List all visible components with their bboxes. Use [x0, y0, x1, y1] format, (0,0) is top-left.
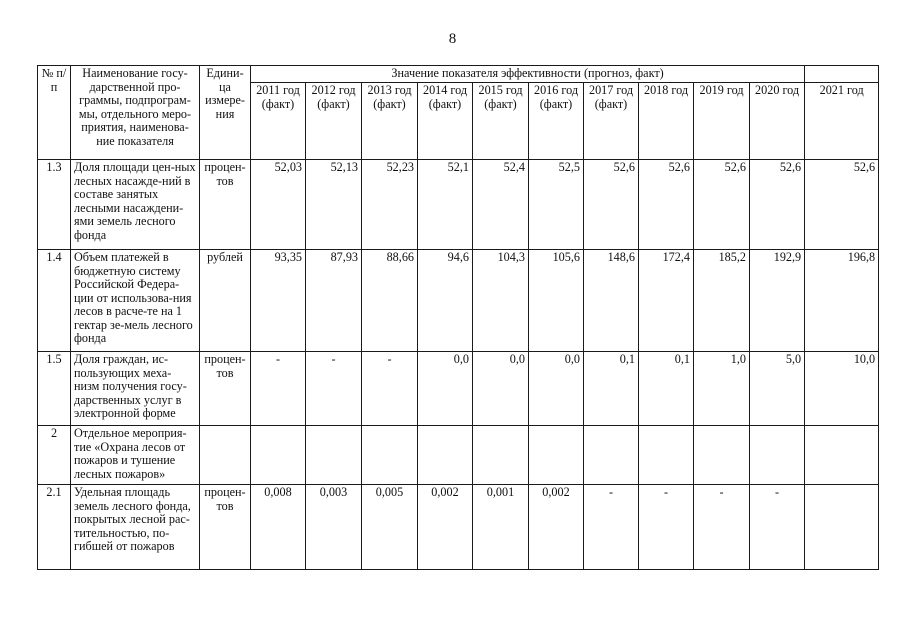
row-value: 0,001 — [473, 485, 529, 570]
indicators-table — [37, 65, 879, 570]
table-row — [38, 485, 879, 570]
header-row — [38, 66, 879, 83]
row-value: 0,0 — [473, 352, 529, 426]
row-value: 0,003 — [306, 485, 362, 570]
row-value — [306, 426, 362, 485]
row-value — [694, 426, 750, 485]
row-value: 0,1 — [639, 352, 694, 426]
row-unit: процен-тов — [200, 352, 251, 426]
row-value: 52,5 — [529, 160, 584, 250]
page-number: 8 — [448, 31, 457, 47]
row-value — [639, 426, 694, 485]
header-num: № п/п — [38, 66, 71, 160]
row-value: 196,8 — [805, 250, 879, 352]
row-value: 185,2 — [694, 250, 750, 352]
header-year-2015: 2015 год (факт) — [473, 83, 529, 160]
row-num: 1.3 — [38, 160, 71, 250]
row-value: 0,002 — [529, 485, 584, 570]
row-value: 52,6 — [584, 160, 639, 250]
row-value: 0,005 — [362, 485, 418, 570]
row-value — [805, 485, 879, 570]
row-value: 52,13 — [306, 160, 362, 250]
table-row — [38, 250, 879, 352]
row-value: 94,6 — [418, 250, 473, 352]
row-value — [418, 426, 473, 485]
row-value: 87,93 — [306, 250, 362, 352]
row-name: Доля граждан, ис-пользующих меха-низм получения госу-дарственных услуг в электронной форме — [71, 352, 200, 426]
header-year-2019: 2019 год — [694, 83, 750, 160]
row-value — [805, 426, 879, 485]
row-value: - — [362, 352, 418, 426]
row-value: - — [750, 485, 805, 570]
row-name: Отдельное мероприя-тие «Охрана лесов от пожаров и тушение лесных пожаров» — [71, 426, 200, 485]
row-value: - — [584, 485, 639, 570]
row-value: - — [306, 352, 362, 426]
row-name: Доля площади цен-ных лесных насажде-ний в составе занятых лесными насаждени-ями земель лесного фонда — [71, 160, 200, 250]
row-value: 52,03 — [251, 160, 306, 250]
row-value: 0,002 — [418, 485, 473, 570]
row-name: Объем платежей в бюджетную систему Российской Федера-ции от использова-ния лесов в расче-те на 1 гектар зе-мель лесного фонда — [71, 250, 200, 352]
row-value — [362, 426, 418, 485]
row-value: - — [251, 352, 306, 426]
header-unit: Едини-ца измере-ния — [200, 66, 251, 160]
row-value: 52,1 — [418, 160, 473, 250]
row-value — [529, 426, 584, 485]
row-num: 1.5 — [38, 352, 71, 426]
row-value: 52,6 — [805, 160, 879, 250]
header-values-group: Значение показателя эффективности (прогноз, факт) — [251, 66, 805, 83]
row-value: 93,35 — [251, 250, 306, 352]
row-value: 1,0 — [694, 352, 750, 426]
row-value: 104,3 — [473, 250, 529, 352]
header-name: Наименование госу-дарственной про-граммы, подпрограм-мы, отдельного меро-приятия, наименова-ние показателя — [71, 66, 200, 160]
row-value — [473, 426, 529, 485]
row-value: 52,6 — [694, 160, 750, 250]
row-value — [750, 426, 805, 485]
row-value: 52,23 — [362, 160, 418, 250]
row-unit — [200, 426, 251, 485]
header-year-2014: 2014 год (факт) — [418, 83, 473, 160]
row-value: 148,6 — [584, 250, 639, 352]
row-value: 5,0 — [750, 352, 805, 426]
row-num: 1.4 — [38, 250, 71, 352]
row-value: 52,6 — [639, 160, 694, 250]
row-value: - — [694, 485, 750, 570]
header-extra-cell — [805, 66, 879, 83]
header-year-2020: 2020 год — [750, 83, 805, 160]
row-value: 88,66 — [362, 250, 418, 352]
row-value — [251, 426, 306, 485]
header-year-2017: 2017 год (факт) — [584, 83, 639, 160]
table-row — [38, 160, 879, 250]
row-unit: процен-тов — [200, 160, 251, 250]
row-value: - — [639, 485, 694, 570]
header-year-2013: 2013 год (факт) — [362, 83, 418, 160]
header-year-2016: 2016 год (факт) — [529, 83, 584, 160]
row-unit: процен-тов — [200, 485, 251, 570]
row-unit: рублей — [200, 250, 251, 352]
row-value: 105,6 — [529, 250, 584, 352]
header-year-2012: 2012 год (факт) — [306, 83, 362, 160]
row-num: 2 — [38, 426, 71, 485]
row-value: 10,0 — [805, 352, 879, 426]
row-value: 52,6 — [750, 160, 805, 250]
row-num: 2.1 — [38, 485, 71, 570]
header-year-2018: 2018 год — [639, 83, 694, 160]
row-value: 0,1 — [584, 352, 639, 426]
row-value: 0,0 — [418, 352, 473, 426]
table-row — [38, 352, 879, 426]
row-value: 192,9 — [750, 250, 805, 352]
header-year-2011: 2011 год (факт) — [251, 83, 306, 160]
row-name: Удельная площадь земель лесного фонда, покрытых лесной рас-тительностью, по-гибшей от пожаров — [71, 485, 200, 570]
row-value — [584, 426, 639, 485]
row-value: 52,4 — [473, 160, 529, 250]
row-value: 172,4 — [639, 250, 694, 352]
header-year-2021: 2021 год — [805, 83, 879, 160]
row-value: 0,0 — [529, 352, 584, 426]
table-row — [38, 426, 879, 485]
row-value: 0,008 — [251, 485, 306, 570]
